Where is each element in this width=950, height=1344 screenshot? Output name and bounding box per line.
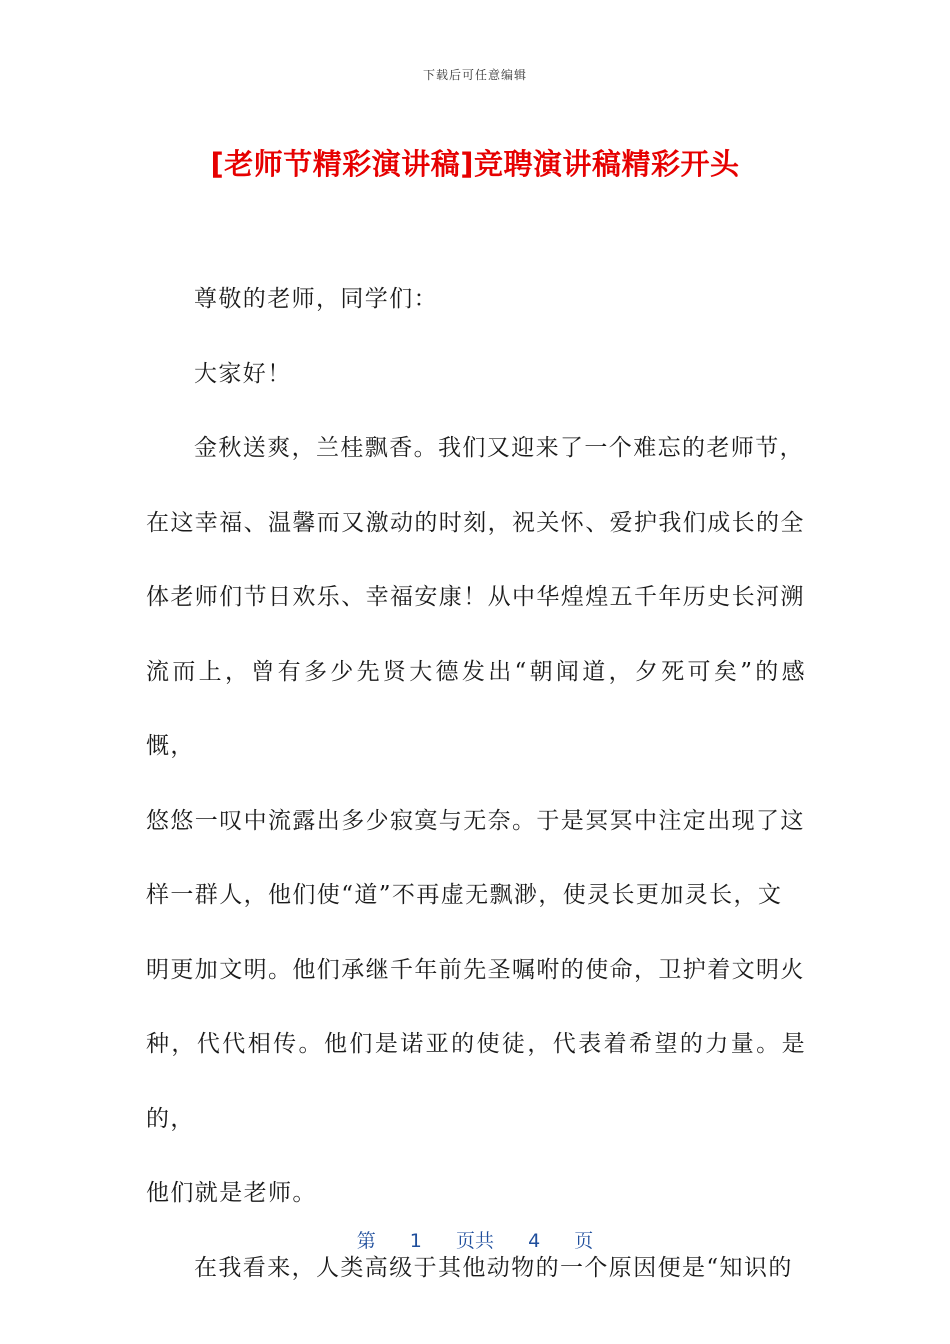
paragraph-line: 他们就是老师。 bbox=[146, 1180, 317, 1206]
paragraph-line: 在这幸福、温馨而又激动的时刻，祝关怀、爱护我们成长的全 bbox=[146, 509, 805, 536]
salutation-line: 尊敬的老师，同学们： bbox=[194, 286, 438, 312]
paragraph-line: 悠悠一叹中流露出多少寂寞与无奈。于是冥冥中注定出现了这 bbox=[146, 807, 805, 834]
total-pages-number: 4 bbox=[528, 1230, 541, 1252]
document-title: [老师节精彩演讲稿]竞聘演讲稿精彩开头 bbox=[210, 147, 740, 181]
paragraph-line: 金秋送爽，兰桂飘香。我们又迎来了一个难忘的老师节， bbox=[194, 435, 804, 461]
page-suffix: 页 bbox=[574, 1230, 594, 1252]
greeting-line: 大家好！ bbox=[194, 360, 292, 387]
paragraph-line: 体老师们节日欢乐、幸福安康！从中华煌煌五千年历史长河溯 bbox=[146, 584, 805, 610]
paragraph-line: 在我看来，人类高级于其他动物的一个原因便是“知识的 bbox=[194, 1254, 793, 1281]
paragraph-line: 明更加文明。他们承继千年前先圣嘱咐的使命，卫护着文明火 bbox=[146, 956, 805, 983]
document-body bbox=[146, 262, 806, 1305]
paragraph-line: 流而上，曾有多少先贤大德发出“朝闻道，夕死可矣”的感慨， bbox=[146, 658, 806, 759]
paragraph-line: 样一群人，他们使“道”不再虚无飘渺，使灵长更加灵长，文 bbox=[146, 882, 783, 908]
header-note: 下载后可任意编辑 bbox=[422, 68, 527, 82]
current-page-number: 1 bbox=[409, 1230, 422, 1252]
page-mid-text: 页共 bbox=[455, 1230, 494, 1252]
paragraph-line: 种，代代相传。他们是诺亚的使徒，代表着希望的力量。是的， bbox=[146, 1031, 806, 1132]
page-prefix: 第 bbox=[356, 1230, 376, 1252]
page-footer bbox=[0, 1226, 950, 1253]
